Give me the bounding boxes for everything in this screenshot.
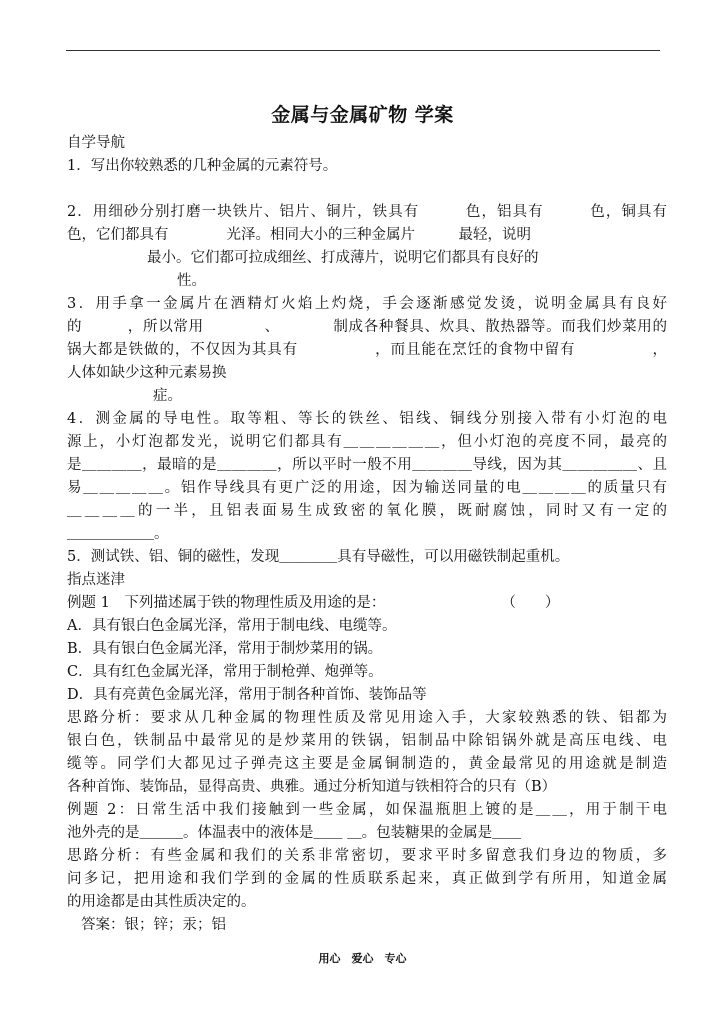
text-line: 的用途都是由其性质决定的。	[67, 894, 256, 910]
text-line: 4．测金属的导电性。取等粗、等长的铁丝、铝线、铜线分别接入带有小灯泡的电	[67, 411, 667, 427]
text-line: 人体如缺少这种元素易换	[67, 365, 227, 381]
text-line: 易＿＿＿＿＿。铝作导线具有更广泛的用途，因为输送同量的电＿＿＿＿的质量只有	[67, 480, 667, 496]
text-line: ＿＿＿＿的一半，且铝表面易生成致密的氧化膜，既耐腐蚀，同时又有一定的	[67, 503, 667, 519]
text-line: 症。	[153, 388, 182, 404]
text-line: 指点迷津	[67, 572, 125, 588]
text-line: 池外壳的是＿＿＿。体温表中的液体是＿＿ ＿。包装糖果的金属是＿＿	[67, 825, 522, 841]
document-title: 金属与金属矿物 学案	[271, 104, 454, 126]
text-line: 缆等。同学们大都见过子弹壳这主要是金属铜制造的，黄金最常见的用途就是制造	[67, 756, 667, 772]
text-line: 色，它们都具有 光泽。相同大小的三种金属片 最轻，说明	[67, 227, 531, 243]
text-line: 的 ，所以常用 、 制成各种餐具、炊具、散热器等。而我们炒菜用的	[67, 319, 667, 335]
text-line: 是＿＿＿＿，最暗的是＿＿＿＿，所以平时一般不用＿＿＿＿导线，因为其＿＿＿＿＿、且	[67, 457, 667, 473]
text-line: C．具有红色金属光泽，常用于制枪弹、炮弹等。	[67, 664, 383, 680]
text-line: 各种首饰、装饰品，显得高贵、典雅。通过分析知道与铁相符合的只有（B）	[67, 779, 557, 795]
text-line: 例题 2：日常生活中我们接触到一些金属，如保温瓶胆上镀的是＿＿，用于制干电	[67, 802, 667, 818]
document-body	[67, 132, 667, 937]
page-footer: 用心 爱心 专心	[318, 952, 407, 965]
text-line: 5．测试铁、铝、铜的磁性，发现＿＿＿＿具有导磁性，可以用磁铁制起重机。	[67, 549, 570, 565]
text-line: 锅大都是铁做的，不仅因为其具有 ，而且能在烹饪的食物中留有 ，	[67, 342, 667, 358]
text-line: D．具有亮黄色金属光泽，常用于制各种首饰、装饰品等	[67, 687, 427, 703]
text-line: 自学导航	[67, 135, 125, 151]
header-rule	[66, 50, 660, 51]
text-line: 问多记，把用途和我们学到的金属的性质联系起来，真正做到学有所用，知道金属	[67, 871, 667, 887]
blank-line	[67, 178, 667, 201]
text-line: 答案：银；锌；汞；铝	[81, 917, 226, 933]
text-line: 银白色，铁制品中最常见的是炒菜用的铁锅，铝制品中除铝锅外就是高压电线、电	[67, 733, 667, 749]
text-line: 2．用细砂分别打磨一块铁片、铝片、铜片，铁具有 色，铝具有 色，铜具有	[67, 204, 667, 220]
text-line: 源上，小灯泡都发光，说明它们都具有＿＿＿＿＿＿，但小灯泡的亮度不同，最亮的	[67, 434, 667, 450]
text-line: 思路分析：要求从几种金属的物理性质及常见用途入手，大家较熟悉的铁、铝都为	[67, 710, 667, 726]
text-line: A．具有银白色金属光泽，常用于制电线、电缆等。	[67, 618, 397, 634]
text-line: 3．用手拿一金属片在酒精灯火焰上灼烧，手会逐渐感觉发烫，说明金属具有良好	[67, 296, 667, 312]
text-line: 1．写出你较熟悉的几种金属的元素符号。	[67, 158, 338, 174]
text-line: 性。	[177, 273, 206, 289]
text-line: B．具有银白色金属光泽，常用于制炒菜用的锅。	[67, 641, 383, 657]
text-line: 思路分析：有些金属和我们的关系非常密切，要求平时多留意我们身边的物质，多	[67, 848, 667, 864]
text-line: 例题 1 下列描述属于铁的物理性质及用途的是： （ ）	[67, 595, 560, 611]
text-line: ＿＿＿＿＿＿。	[67, 526, 169, 542]
text-line: 最小。它们都可拉成细丝、打成薄片，说明它们都具有良好的	[147, 250, 539, 266]
